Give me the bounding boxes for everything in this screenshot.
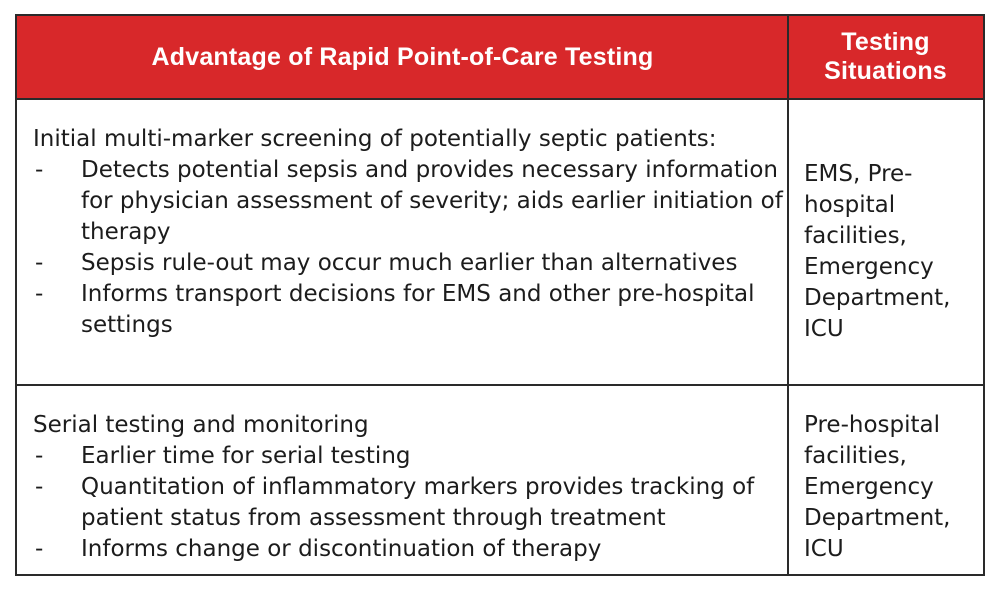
header-testing-situations: Testing Situations	[824, 28, 947, 85]
header-advantage: Advantage of Rapid Point-of-Care Testing	[151, 42, 654, 71]
bullet-text: Earlier time for serial testing	[81, 443, 411, 469]
situations-cell: Pre-hospital facilities, Emergency Department, ICU	[804, 412, 951, 562]
testing-table	[15, 14, 985, 576]
bullet-text: Informs transport decisions for EMS and other pre-hospital settings	[81, 281, 755, 338]
bullet-text: Informs change or discontinuation of therapy	[81, 536, 602, 562]
row-intro: Serial testing and monitoring	[33, 412, 369, 438]
list-item	[33, 472, 783, 534]
bullet-dash: -	[35, 281, 44, 307]
bullet-dash: -	[35, 443, 44, 469]
bullet-text: Sepsis rule-out may occur much earlier than alternatives	[81, 250, 738, 276]
list-item	[33, 441, 783, 472]
list-item	[33, 534, 783, 565]
advantage-cell	[33, 410, 783, 565]
bullet-text: Detects potential sepsis and provides necessary information for physician assessment of severity; aids earlier initiation of therapy	[81, 157, 783, 245]
table-row	[17, 100, 983, 386]
situations-cell: EMS, Pre- hospital facilities, Emergency Department, ICU	[804, 161, 951, 342]
table-row	[17, 386, 983, 574]
list-item	[33, 248, 783, 279]
bullet-dash: -	[35, 474, 44, 500]
table-header-row	[17, 16, 983, 100]
bullet-dash: -	[35, 250, 44, 276]
row-intro: Initial multi-marker screening of potentially septic patients:	[33, 126, 717, 152]
advantage-cell	[33, 124, 783, 341]
list-item	[33, 279, 783, 341]
bullet-dash: -	[35, 536, 44, 562]
column-divider	[787, 16, 789, 574]
bullet-dash: -	[35, 157, 44, 183]
list-item	[33, 155, 783, 248]
bullet-text: Quantitation of inflammatory markers provides tracking of patient status from assessment through treatment	[81, 474, 755, 531]
